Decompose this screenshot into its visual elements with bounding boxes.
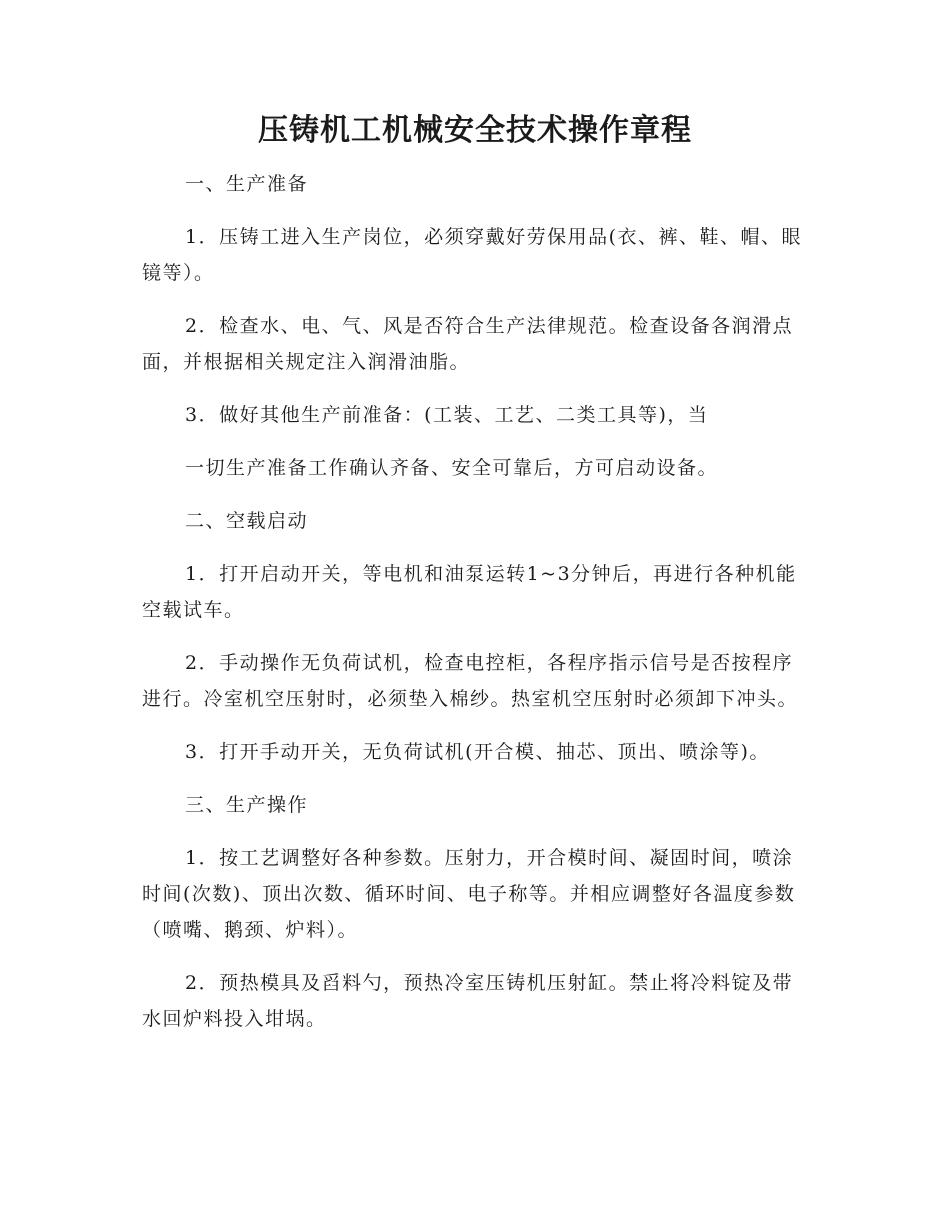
paragraph-check-utilities: 2．检查水、电、气、风是否符合生产法律规范。检查设备各润滑点面，并根据相关规定注入润滑油脂。 xyxy=(142,315,794,373)
paragraph-start-switch: 1．打开启动开关，等电机和油泵运转1~3分钟后，再进行各种机能空载试车。 xyxy=(142,563,797,621)
section-heading-idle-start: 二、空载启动 xyxy=(185,510,309,532)
paragraph-manual-test: 2．手动操作无负荷试机，检查电控柜，各程序指示信号是否按程序进行。冷室机空压射时，必须垫入棉纱。热室机空压射时必须卸下冲头。 xyxy=(142,652,799,710)
paragraph-start-equipment: 一切生产准备工作确认齐备、安全可靠后，方可启动设备。 xyxy=(185,457,719,479)
paragraph-protective-gear: 1．压铸工进入生产岗位，必须穿戴好劳保用品(衣、裤、鞋、帽、眼镜等）。 xyxy=(142,226,803,284)
paragraph-adjust-parameters: 1．按工艺调整好各种参数。压射力，开合模时间、凝固时间，喷涂时间(次数)、顶出次数、循环时间、电子称等。并相应调整好各温度参数（喷嘴、鹅颈、炉料）。 xyxy=(142,847,796,941)
section-heading-operation: 三、生产操作 xyxy=(185,794,309,816)
section-heading-preparation: 一、生产准备 xyxy=(185,173,309,195)
document-title: 压铸机工机械安全技术操作章程 xyxy=(258,113,692,148)
paragraph-preheat-mold: 2．预热模具及舀料勺，预热冷室压铸机压射缸。禁止将冷料锭及带水回炉料投入坩埚。 xyxy=(142,972,794,1030)
paragraph-manual-switch: 3．打开手动开关，无负荷试机(开合模、抽芯、顶出、喷涂等)。 xyxy=(185,741,770,763)
document-body xyxy=(142,166,810,1054)
paragraph-other-preparation: 3．做好其他生产前准备：(工装、工艺、二类工具等)，当 xyxy=(185,404,709,426)
